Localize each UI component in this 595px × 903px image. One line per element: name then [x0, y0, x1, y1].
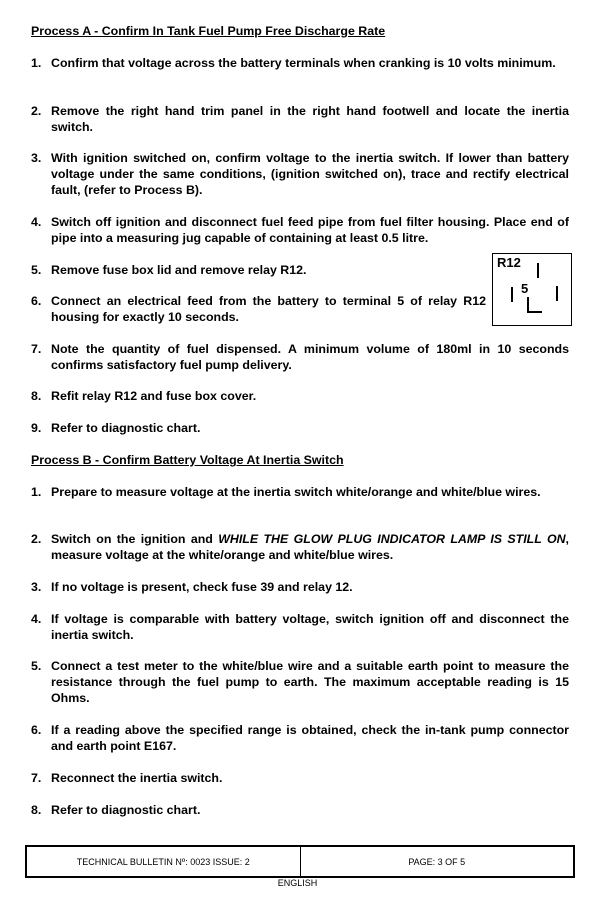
- footer-language: ENGLISH: [277, 878, 318, 888]
- step-text: Refer to diagnostic chart.: [51, 803, 201, 817]
- process-a-step: [31, 150, 569, 198]
- footer-page-number: PAGE: 3 OF 5: [300, 847, 574, 876]
- process-b-step: [31, 531, 569, 563]
- process-a-step: [31, 388, 569, 404]
- step-number: 1.: [31, 485, 42, 499]
- step-number: 9.: [31, 421, 42, 435]
- step-number: 8.: [31, 389, 42, 403]
- relay-r12-diagram: [492, 253, 572, 326]
- process-a-step: [31, 341, 569, 373]
- step-number: 2.: [31, 104, 42, 118]
- process-a-step: [31, 214, 569, 246]
- step-text: Refit relay R12 and fuse box cover.: [51, 389, 257, 403]
- step-number: 4.: [31, 612, 42, 626]
- process-b-step: [31, 658, 569, 706]
- process-a-step: [31, 420, 569, 436]
- step-number: 6.: [31, 294, 42, 308]
- step-text: [51, 531, 569, 563]
- step-text: Switch off ignition and disconnect fuel feed pipe from fuel filter housing. Place end of pipe into a measuring jug capable of containing at least 0.5 litre.: [51, 215, 569, 245]
- step-text: Connect an electrical feed from the battery to terminal 5 of relay R12 housing for exactly 10 seconds.: [51, 294, 486, 324]
- step-text-emphasis: WHILE THE GLOW PLUG INDICATOR LAMP IS STILL ON: [218, 532, 566, 546]
- step-number: 3.: [31, 151, 42, 165]
- step-text: If no voltage is present, check fuse 39 and relay 12.: [51, 580, 353, 594]
- step-text: If voltage is comparable with battery voltage, switch ignition off and disconnect the inertia switch.: [51, 612, 569, 642]
- step-text-start: Switch on the ignition and: [51, 532, 219, 546]
- process-b-step: [31, 722, 569, 754]
- process-b-step: [31, 802, 569, 818]
- step-text: With ignition switched on, confirm voltage to the inertia switch. If lower than battery voltage under the same conditions, (ignition switched on), trace and rectify electrical fault, (refer to Process B).: [51, 151, 569, 197]
- step-number: 5.: [31, 263, 42, 277]
- step-number: 8.: [31, 803, 42, 817]
- step-text: Reconnect the inertia switch.: [51, 771, 223, 785]
- relay-terminal-pin: [511, 287, 513, 302]
- step-number: 5.: [31, 659, 42, 673]
- step-text-end: , measure voltage at the white/orange and white/blue wires.: [51, 532, 569, 562]
- step-text: Refer to diagnostic chart.: [51, 421, 201, 435]
- relay-terminal-pin: [527, 297, 529, 312]
- step-number: 4.: [31, 215, 42, 229]
- step-text: Note the quantity of fuel dispensed. A minimum volume of 180ml in 10 seconds confirms satisfactory fuel pump delivery.: [51, 342, 569, 372]
- relay-terminal-pin: [537, 263, 539, 278]
- relay-terminal-pin: [556, 286, 558, 301]
- process-a-heading: Process A - Confirm In Tank Fuel Pump Free Discharge Rate: [31, 24, 386, 38]
- process-a-step: [31, 262, 569, 278]
- step-text: Prepare to measure voltage at the inertia switch white/orange and white/blue wires.: [51, 485, 541, 499]
- step-number: 1.: [31, 56, 42, 70]
- relay-terminal-number: 5: [521, 281, 529, 296]
- process-b-step: [31, 579, 569, 595]
- process-b-heading: Process B - Confirm Battery Voltage At Inertia Switch: [31, 453, 344, 467]
- process-a-step: [31, 55, 569, 71]
- step-number: 7.: [31, 771, 42, 785]
- step-number: 3.: [31, 580, 42, 594]
- footer-table: [25, 845, 575, 878]
- relay-terminal-pin: [527, 311, 542, 313]
- step-number: 7.: [31, 342, 42, 356]
- process-b-step: [31, 484, 569, 500]
- step-text: Remove the right hand trim panel in the right hand footwell and locate the inertia switch.: [51, 104, 569, 134]
- process-a-step: [31, 293, 569, 325]
- step-number: 2.: [31, 532, 42, 546]
- step-text: Confirm that voltage across the battery terminals when cranking is 10 volts minimum.: [51, 56, 556, 70]
- process-b-step: [31, 611, 569, 643]
- step-text: Connect a test meter to the white/blue wire and a suitable earth point to measure the resistance through the fuel pump to earth. The maximum acceptable reading is 15 Ohms.: [51, 659, 569, 705]
- step-text: If a reading above the specified range is obtained, check the in-tank pump connector and earth point E167.: [51, 723, 569, 753]
- step-text: Remove fuse box lid and remove relay R12.: [51, 263, 307, 277]
- step-number: 6.: [31, 723, 42, 737]
- process-b-step: [31, 770, 569, 786]
- footer-bulletin-number: TECHNICAL BULLETIN Nº: 0023 ISSUE: 2: [76, 856, 250, 867]
- process-a-step: [31, 103, 569, 135]
- relay-label: R12: [497, 255, 521, 270]
